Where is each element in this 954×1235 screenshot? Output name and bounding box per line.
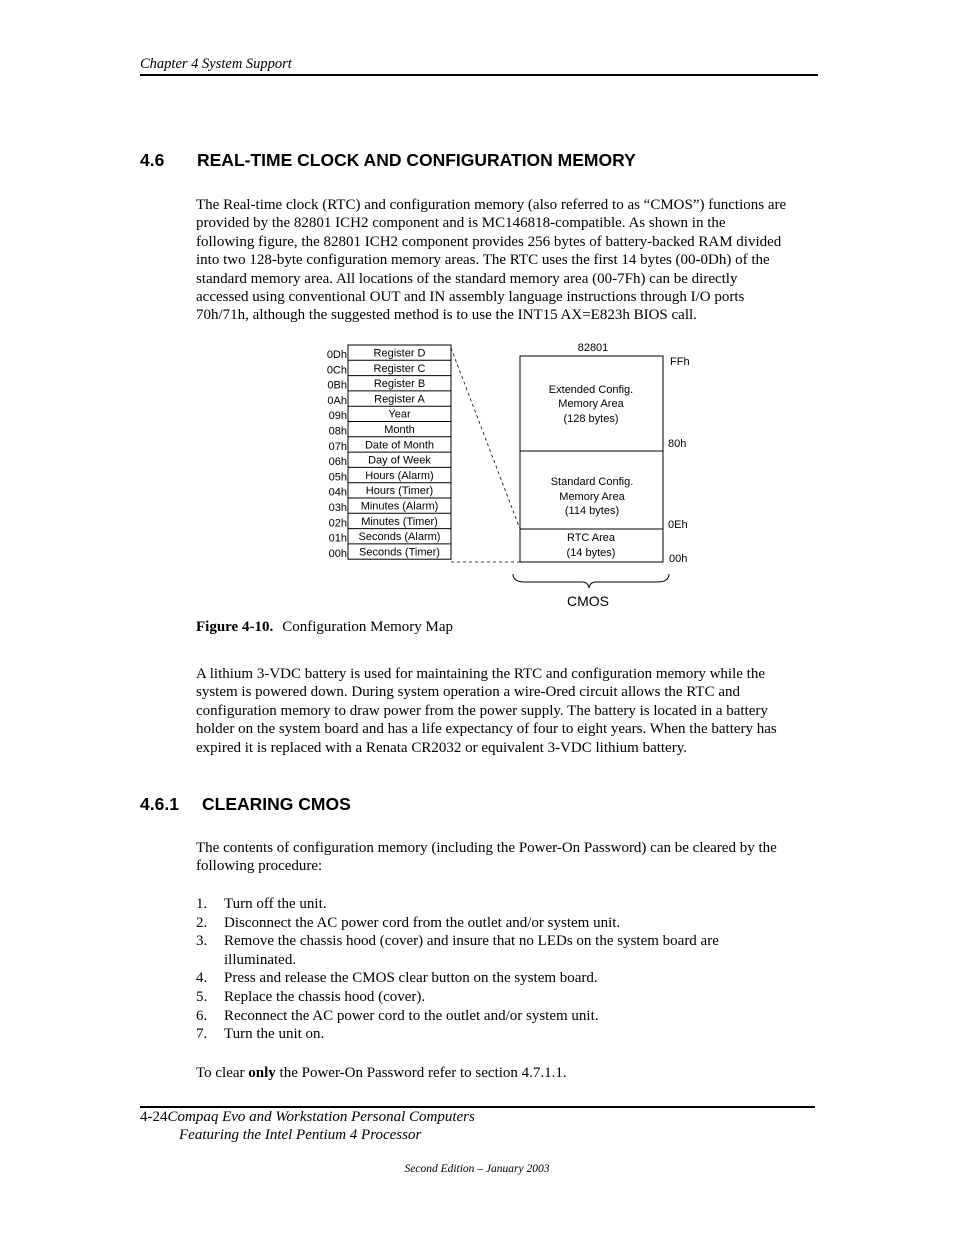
- section-title: REAL-TIME CLOCK AND CONFIGURATION MEMORY: [197, 150, 636, 170]
- register-name: Register C: [373, 362, 426, 375]
- register-name: Minutes (Timer): [361, 515, 438, 528]
- standard-area-label: Standard Config.: [550, 476, 634, 488]
- register-name: Hours (Timer): [365, 485, 434, 498]
- register-address: 06h: [328, 456, 347, 469]
- cmos-brace: [513, 574, 669, 588]
- section-heading: [140, 150, 636, 171]
- register-address: 00h: [328, 547, 347, 560]
- closing-emphasis: only: [248, 1065, 276, 1081]
- register-address: 05h: [328, 471, 347, 484]
- leader-line-top: [451, 348, 520, 529]
- standard-area-label: Memory Area: [559, 491, 625, 503]
- list-item: [196, 988, 796, 1007]
- register-address: 08h: [328, 425, 347, 438]
- footer-line-2: Featuring the Intel Pentium 4 Processor: [179, 1127, 422, 1143]
- procedure-steps: [196, 895, 796, 1044]
- register-address: 09h: [328, 410, 347, 423]
- address-0eh: 0Eh: [668, 519, 688, 531]
- paragraph-line: The Real-time clock (RTC) and configuration memory (also referred to as “CMOS”) functions are: [196, 197, 787, 213]
- battery-paragraph: [196, 665, 821, 757]
- list-item: [196, 1007, 796, 1026]
- register-name: Month: [384, 424, 415, 436]
- footer-rule: [140, 1106, 815, 1108]
- step-number: 6.: [196, 1007, 208, 1024]
- step-number: 1.: [196, 896, 208, 912]
- footer-title: Compaq Evo and Workstation Personal Computers: [167, 1109, 475, 1125]
- step-text: Press and release the CMOS clear button on the system board.: [224, 970, 598, 987]
- header-rule: [140, 74, 818, 76]
- register-name: Minutes (Alarm): [360, 500, 439, 513]
- address-80h: 80h: [668, 438, 687, 450]
- figure-caption-label: Figure 4-10.: [196, 619, 274, 635]
- register-name: Year: [388, 408, 411, 421]
- address-00h: 00h: [669, 553, 688, 565]
- register-address: 07h: [328, 440, 347, 453]
- register-name: Date of Month: [364, 439, 435, 452]
- rtc-area-label: RTC Area: [566, 532, 616, 544]
- paragraph-line: into two 128-byte configuration memory areas. The RTC uses the first 14 bytes (00-0Dh) of the: [196, 252, 770, 269]
- register-address: 04h: [328, 486, 347, 499]
- closing-text: the Power-On Password refer to section 4.7.1.1.: [275, 1065, 567, 1081]
- register-address: 0Ch: [326, 364, 347, 377]
- extended-area-label: (128 bytes): [563, 413, 619, 425]
- closing-text: To clear: [196, 1065, 249, 1081]
- register-address: 0Dh: [326, 349, 347, 361]
- paragraph-line: holder on the system board and has a life expectancy of four to eight years. When the battery has: [196, 721, 777, 738]
- list-item: [196, 969, 796, 988]
- paragraph-line: A lithium 3-VDC battery is used for maintaining the RTC and configuration memory while the: [196, 666, 765, 682]
- step-text: Turn the unit on.: [224, 1026, 325, 1043]
- paragraph-line: 70h/71h, although the suggested method is to use the INT15 AX=E823h BIOS call.: [196, 307, 697, 324]
- paragraph-line: configuration memory to draw power from the power supply. The battery is located in a battery: [196, 702, 768, 719]
- step-text: Reconnect the AC power cord to the outlet and/or system unit.: [224, 1007, 599, 1024]
- rtc-area-label: (14 bytes): [566, 547, 616, 559]
- paragraph-line: expired it is replaced with a Renata CR2032 or equivalent 3-VDC lithium battery.: [196, 739, 687, 756]
- figure-caption-text: Configuration Memory Map: [282, 619, 454, 635]
- register-name: Day of Week: [368, 454, 431, 467]
- step-number: 4.: [196, 970, 208, 987]
- address-ffh: FFh: [670, 356, 690, 368]
- register-name: Register B: [373, 378, 426, 391]
- paragraph-line: The contents of configuration memory (including the Power-On Password) can be cleared by the: [196, 840, 777, 856]
- list-item: [196, 914, 796, 933]
- register-name: Seconds (Timer): [359, 546, 440, 559]
- subsection-heading: [140, 794, 351, 815]
- register-name: Register D: [373, 347, 426, 360]
- subsection-title: CLEARING CMOS: [202, 794, 351, 814]
- paragraph-line: following procedure:: [196, 858, 323, 875]
- register-name: Seconds (Alarm): [358, 531, 441, 544]
- step-text: Remove the chassis hood (cover) and insure that no LEDs on the system board are: [224, 933, 719, 950]
- list-item: [196, 895, 796, 914]
- closing-note: [196, 1064, 821, 1082]
- register-name: Register A: [374, 393, 425, 406]
- page-number: 4-24: [140, 1109, 168, 1125]
- paragraph-line: provided by the 82801 ICH2 component and is MC146818-compatible. As shown in the: [196, 215, 726, 232]
- chip-label: 82801: [577, 342, 609, 354]
- memory-map-figure: [320, 340, 690, 615]
- step-text: Disconnect the AC power cord from the outlet and/or system unit.: [224, 914, 621, 931]
- extended-area-label: Memory Area: [558, 398, 624, 410]
- step-text: Turn off the unit.: [224, 896, 327, 912]
- clearing-intro: [196, 839, 821, 876]
- paragraph-line: following figure, the 82801 ICH2 component provides 256 bytes of battery-backed RAM divided: [196, 233, 782, 250]
- register-address: 01h: [328, 532, 347, 545]
- register-address: 03h: [328, 502, 347, 514]
- cmos-label: CMOS: [567, 593, 609, 609]
- edition-note: Second Edition – January 2003: [404, 1163, 550, 1175]
- rtc-paragraph: [196, 196, 821, 325]
- extended-area-label: Extended Config.: [548, 384, 634, 396]
- paragraph-line: standard memory area. All locations of the standard memory area (00-7Fh) can be directly: [196, 270, 738, 287]
- step-text: Replace the chassis hood (cover).: [224, 988, 426, 1005]
- section-number: 4.6: [140, 150, 165, 170]
- register-address: 0Ah: [327, 394, 347, 407]
- subsection-number: 4.6.1: [140, 794, 179, 814]
- register-name: Hours (Alarm): [365, 469, 434, 482]
- register-address: 02h: [328, 517, 347, 530]
- figure-caption: [196, 619, 453, 636]
- running-header: Chapter 4 System Support: [140, 56, 292, 72]
- step-number: 3.: [196, 933, 208, 950]
- list-item: [196, 1025, 796, 1044]
- step-text: illuminated.: [224, 951, 297, 968]
- list-item: [196, 932, 796, 969]
- register-address: 0Bh: [327, 379, 347, 392]
- footer-line-1: [140, 1109, 475, 1126]
- paragraph-line: accessed using conventional OUT and IN assembly language instructions through I/O ports: [196, 289, 745, 306]
- paragraph-line: system is powered down. During system operation a wire-Ored circuit allows the RTC and: [196, 684, 740, 701]
- step-number: 7.: [196, 1026, 208, 1043]
- register-table: [327, 345, 451, 560]
- step-number: 2.: [196, 914, 208, 931]
- standard-area-label: (114 bytes): [564, 505, 620, 517]
- step-number: 5.: [196, 988, 208, 1005]
